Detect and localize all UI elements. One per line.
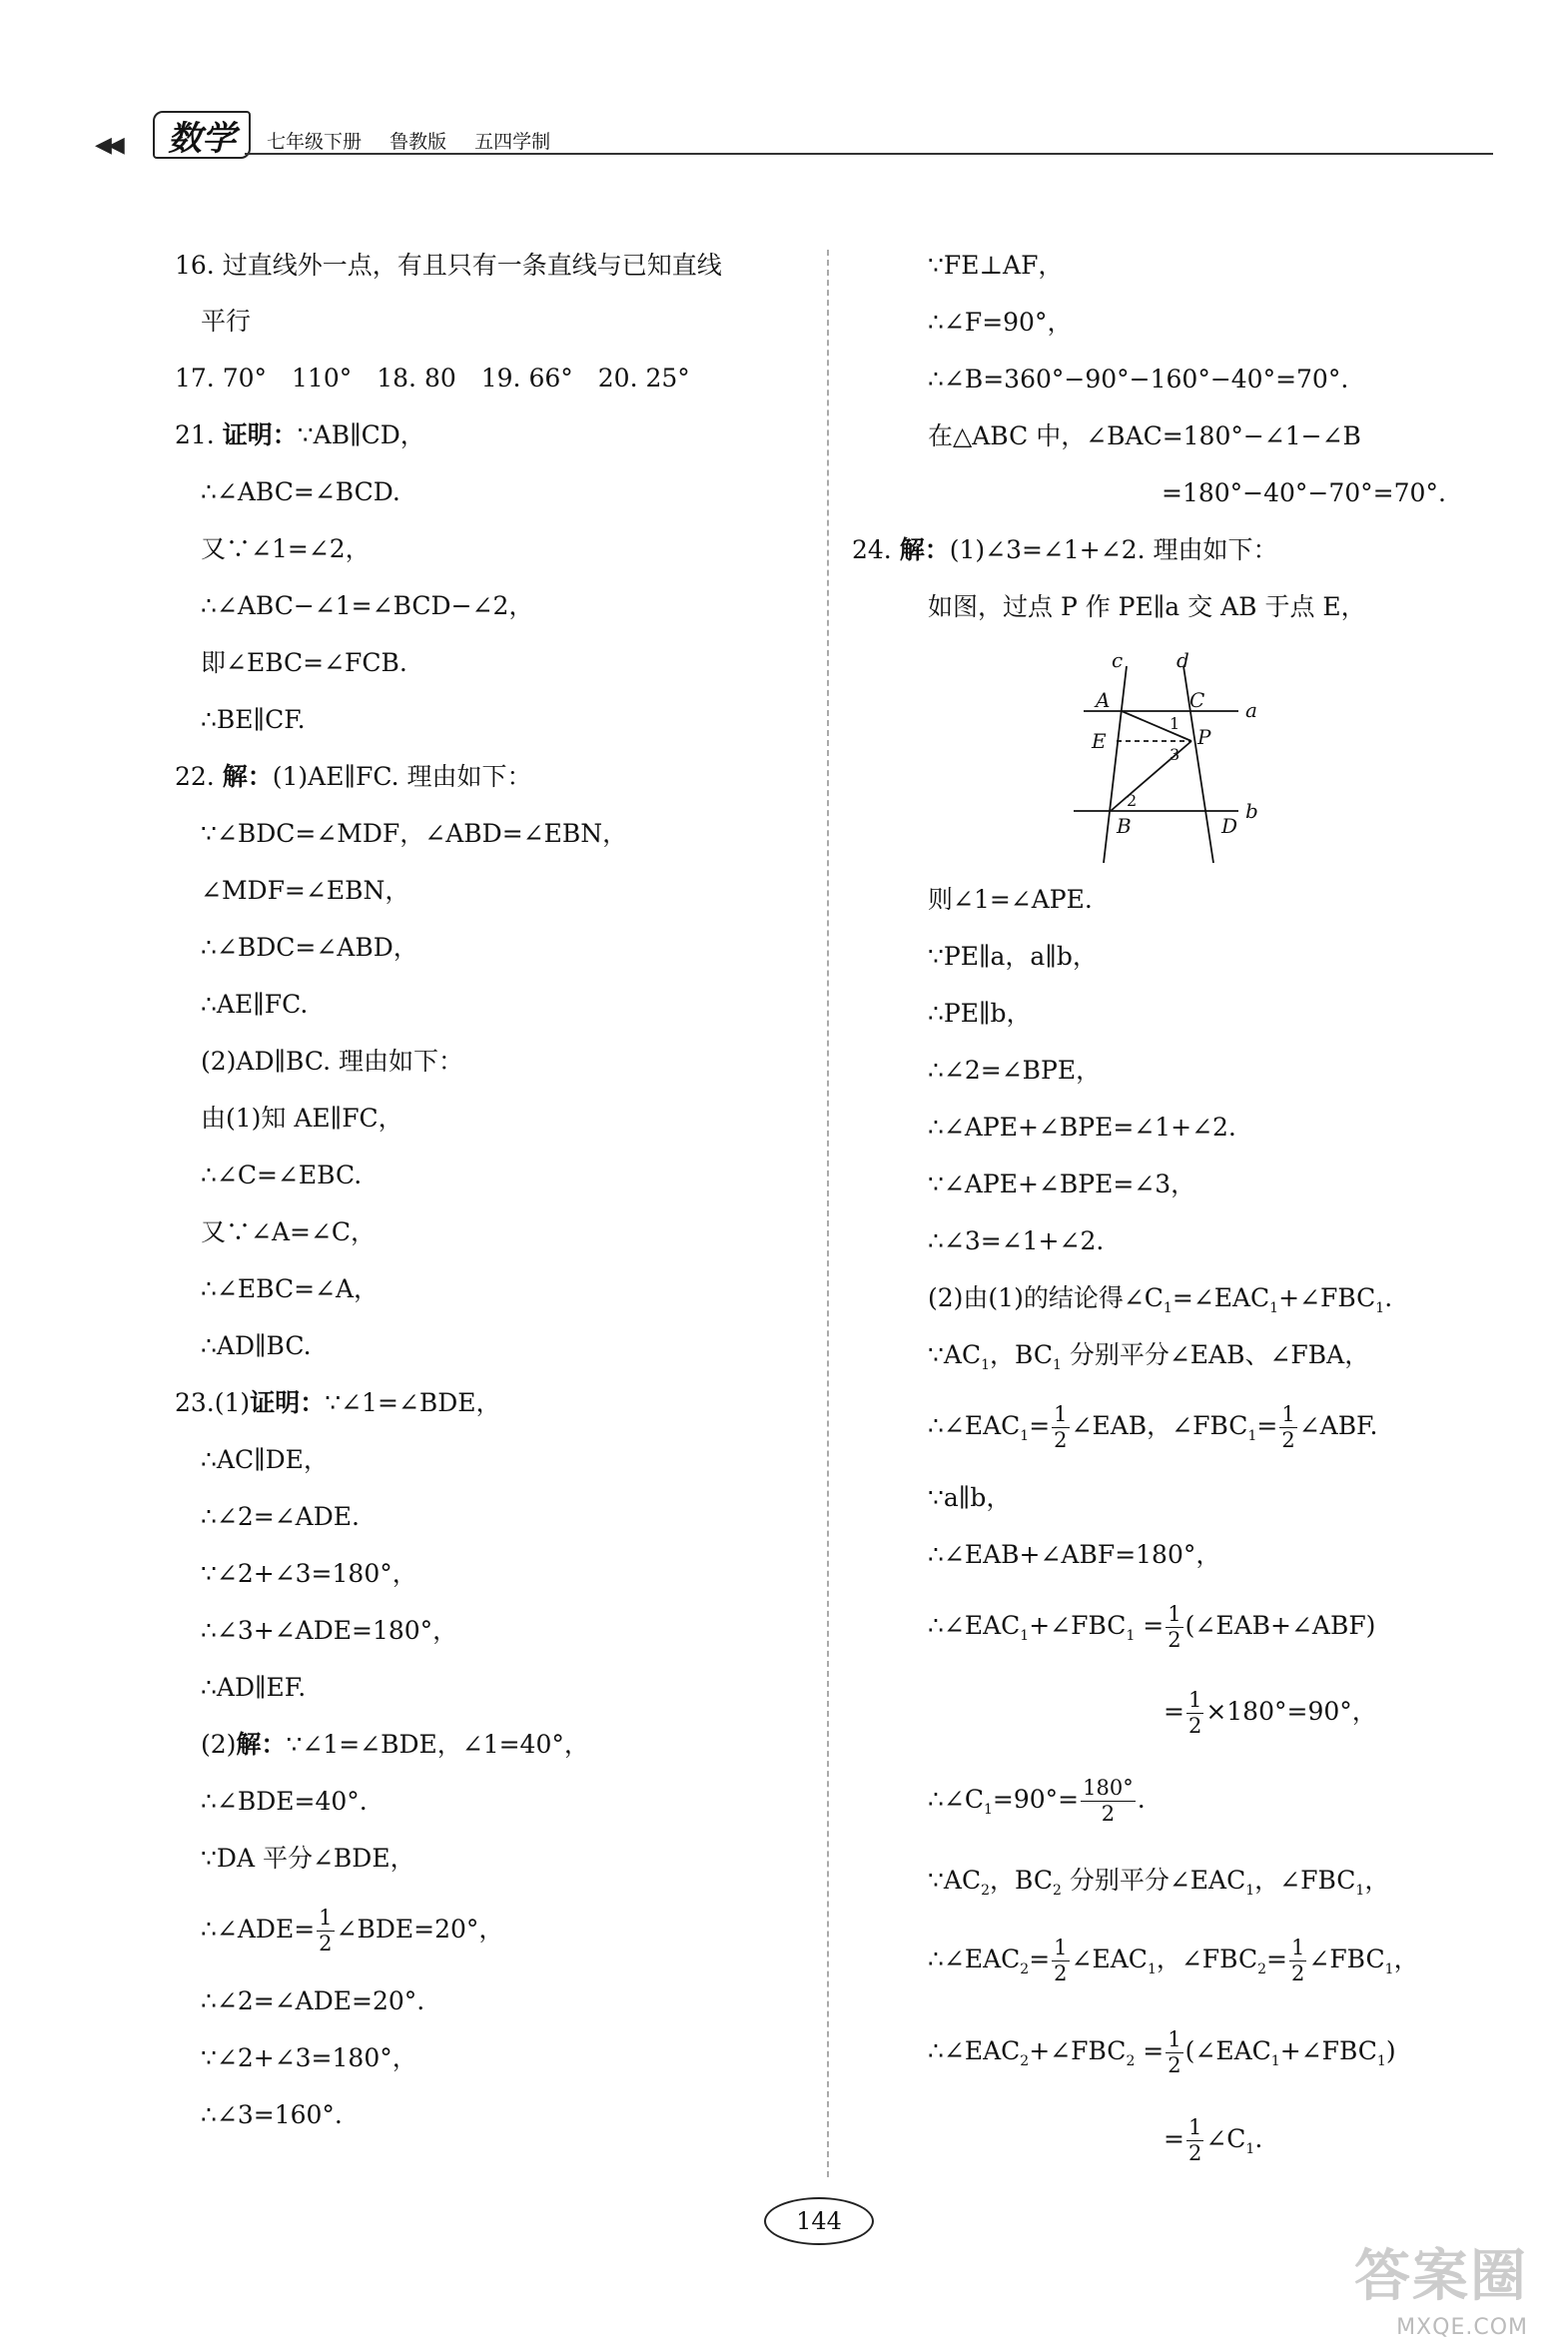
double-arrow-left-icon: ◀◀ xyxy=(95,133,121,158)
q24-line1: 如图，过点 P 作 PE∥a 交 AB 于点 E， xyxy=(928,592,1366,621)
r-line2: ∴∠B=360°−90°−160°−40°=70°. xyxy=(928,365,1349,393)
p2-line9: $\therefore\angle EAC_2=$ $\frac{1}{2}$ $\angle EAC_1$，$\angle FBC_2=$ $\frac{1}{2}$ $\angle FBC_1$， xyxy=(928,1936,1419,1985)
segment-ap xyxy=(1122,711,1191,741)
fraction-half: $\frac{1}{2}$ xyxy=(319,1906,333,1956)
label-E: E xyxy=(1092,729,1107,753)
grade-label: 七年级下册 xyxy=(267,131,363,153)
q22-line8: 又∵∠A=∠C， xyxy=(201,1217,377,1246)
edition-label: 鲁教版 xyxy=(390,131,447,153)
q23-line12: ∴∠3=160°. xyxy=(201,2100,343,2129)
angle-3: 3 xyxy=(1170,745,1180,764)
q24-line0: 24. 解：(1)∠3=∠1+∠2. 理由如下： xyxy=(852,535,1278,564)
watermark-logo: 答案圈 xyxy=(1354,2244,1528,2309)
q23-line7: ∴∠BDE=40°. xyxy=(201,1787,368,1816)
q23-line0: 23.(1)证明：∵∠1=∠BDE， xyxy=(175,1388,501,1417)
q24-line4: ∴PE∥b， xyxy=(928,999,1032,1028)
label-P: P xyxy=(1197,725,1211,749)
subject-badge: 数学 xyxy=(153,111,251,159)
p2-line2: $\therefore\angle EAC_1=$ $\frac{1}{2}$ ∠EAB，$\angle FBC_1=$ $\frac{1}{2}$ ∠ABF. xyxy=(928,1402,1378,1452)
q23-line9: ∴∠ADE= $\frac{1}{2}$ ∠BDE=20°， xyxy=(201,1906,504,1956)
q23-line5: ∴AD∥EF. xyxy=(201,1673,307,1702)
watermark-url: MXQE.COM xyxy=(1396,2315,1528,2340)
q23-line2: ∴∠2=∠ADE. xyxy=(201,1502,360,1531)
q21-line0: 21. 证明：∵AB∥CD， xyxy=(175,420,425,449)
q22-line10: ∴AD∥BC. xyxy=(201,1331,312,1360)
q23-line8: ∵DA 平分∠BDE， xyxy=(201,1844,415,1873)
q22-line6: 由(1)知 AE∥FC， xyxy=(201,1104,403,1133)
q24-line7: ∵∠APE+∠BPE=∠3， xyxy=(928,1170,1196,1198)
label-D: D xyxy=(1221,814,1238,838)
r-line0: ∵FE⊥AF， xyxy=(928,251,1064,280)
angle-1: 1 xyxy=(1170,714,1180,733)
q24-line6: ∴∠APE+∠BPE=∠1+∠2. xyxy=(928,1113,1236,1142)
q22-line1: ∵∠BDC=∠MDF，∠ABD=∠EBN， xyxy=(201,819,628,848)
label-a: a xyxy=(1245,698,1257,722)
q21-line4: 即∠EBC=∠FCB. xyxy=(201,648,407,677)
q23-line10: ∴∠2=∠ADE=20°. xyxy=(201,1986,425,2015)
label-C: C xyxy=(1189,688,1205,712)
q21-line1: ∴∠ABC=∠BCD. xyxy=(201,477,400,506)
p2-line0: (2)由(1)的结论得$\angle C_1=\angle EAC_1+\angle FBC_1$. xyxy=(928,1283,1393,1316)
label-A: A xyxy=(1096,688,1111,712)
label-B: B xyxy=(1117,814,1132,838)
label-b: b xyxy=(1245,799,1258,823)
q24-line3: ∵PE∥a，a∥b， xyxy=(928,942,1098,971)
label-d: d xyxy=(1176,651,1189,672)
q23-line6: (2)解：∵∠1=∠BDE，∠1=40°， xyxy=(201,1730,589,1759)
q24-line8: ∴∠3=∠1+∠2. xyxy=(928,1226,1105,1255)
p2-line8: $\because AC_2$，$BC_2$ 分别平分$\angle EAC_1$，$\angle FBC_1$， xyxy=(928,1866,1390,1899)
p2-line11: = $\frac{1}{2}$ $\angle C_1$. xyxy=(1164,2115,1263,2165)
r-line1: ∴∠F=90°， xyxy=(928,308,1073,337)
page-header xyxy=(95,105,1493,165)
p2-line3: ∵a∥b， xyxy=(928,1483,1012,1512)
column-divider xyxy=(827,250,829,2177)
q22-line0: 22. 解：(1)AE∥FC. 理由如下： xyxy=(175,762,532,791)
header-rule xyxy=(245,153,1493,155)
page-number: 144 xyxy=(764,2197,874,2245)
q21-line3: ∴∠ABC−∠1=∠BCD−∠2， xyxy=(201,591,534,620)
p2-line4: ∴∠EAB+∠ABF=180°， xyxy=(928,1540,1221,1569)
q22-line9: ∴∠EBC=∠A， xyxy=(201,1274,380,1303)
q22-line4: ∴AE∥FC. xyxy=(201,990,309,1019)
parallel-lines-figure xyxy=(1074,651,1273,871)
q16-line1: 16. 过直线外一点，有且只有一条直线与已知直线 xyxy=(175,251,722,280)
angle-2: 2 xyxy=(1127,791,1138,810)
q17-20-answers: 17. 70° 110° 18. 80 19. 66° 20. 25° xyxy=(175,364,690,392)
q22-line3: ∴∠BDC=∠ABD， xyxy=(201,933,418,962)
r-line3: 在△ABC 中，∠BAC=180°−∠1−∠B xyxy=(928,421,1361,450)
q22-line7: ∴∠C=∠EBC. xyxy=(201,1161,363,1189)
system-label: 五四学制 xyxy=(474,131,551,153)
p2-line10: $\therefore\angle EAC_2+\angle FBC_2$ = $\frac{1}{2}$ $(\angle EAC_1+\angle FBC_1)$ xyxy=(928,2027,1396,2077)
q23-line11: ∵∠2+∠3=180°， xyxy=(201,2043,417,2072)
q23-line1: ∴AC∥DE， xyxy=(201,1445,329,1474)
r-line4: =180°−40°−70°=70°. xyxy=(1162,478,1446,507)
p2-line7: $\therefore\angle C_1=90^\circ=$ $\frac{180^\circ}{2}$ . xyxy=(928,1776,1146,1826)
p2-line5: $\therefore\angle EAC_1+\angle FBC_1$ = $\frac{1}{2}$ (∠EAB+∠ABF) xyxy=(928,1602,1376,1652)
p2-line6: = $\frac{1}{2}$ ×180°=90°， xyxy=(1164,1688,1377,1738)
q21-line2: 又∵∠1=∠2， xyxy=(201,534,371,563)
q23-line4: ∴∠3+∠ADE=180°， xyxy=(201,1616,458,1645)
p2-line1: $\because AC_1$，$BC_1$ 分别平分∠EAB、∠FBA， xyxy=(928,1340,1370,1373)
q24-line2: 则∠1=∠APE. xyxy=(928,885,1093,914)
q23-line3: ∵∠2+∠3=180°， xyxy=(201,1559,417,1588)
q16-line2: 平行 xyxy=(201,307,252,336)
q21-line5: ∴BE∥CF. xyxy=(201,705,306,734)
q24-line5: ∴∠2=∠BPE， xyxy=(928,1056,1102,1085)
header-info xyxy=(267,127,572,154)
label-c: c xyxy=(1112,651,1124,672)
q22-line2: ∠MDF=∠EBN， xyxy=(201,876,410,905)
q22-line5: (2)AD∥BC. 理由如下： xyxy=(201,1047,464,1076)
